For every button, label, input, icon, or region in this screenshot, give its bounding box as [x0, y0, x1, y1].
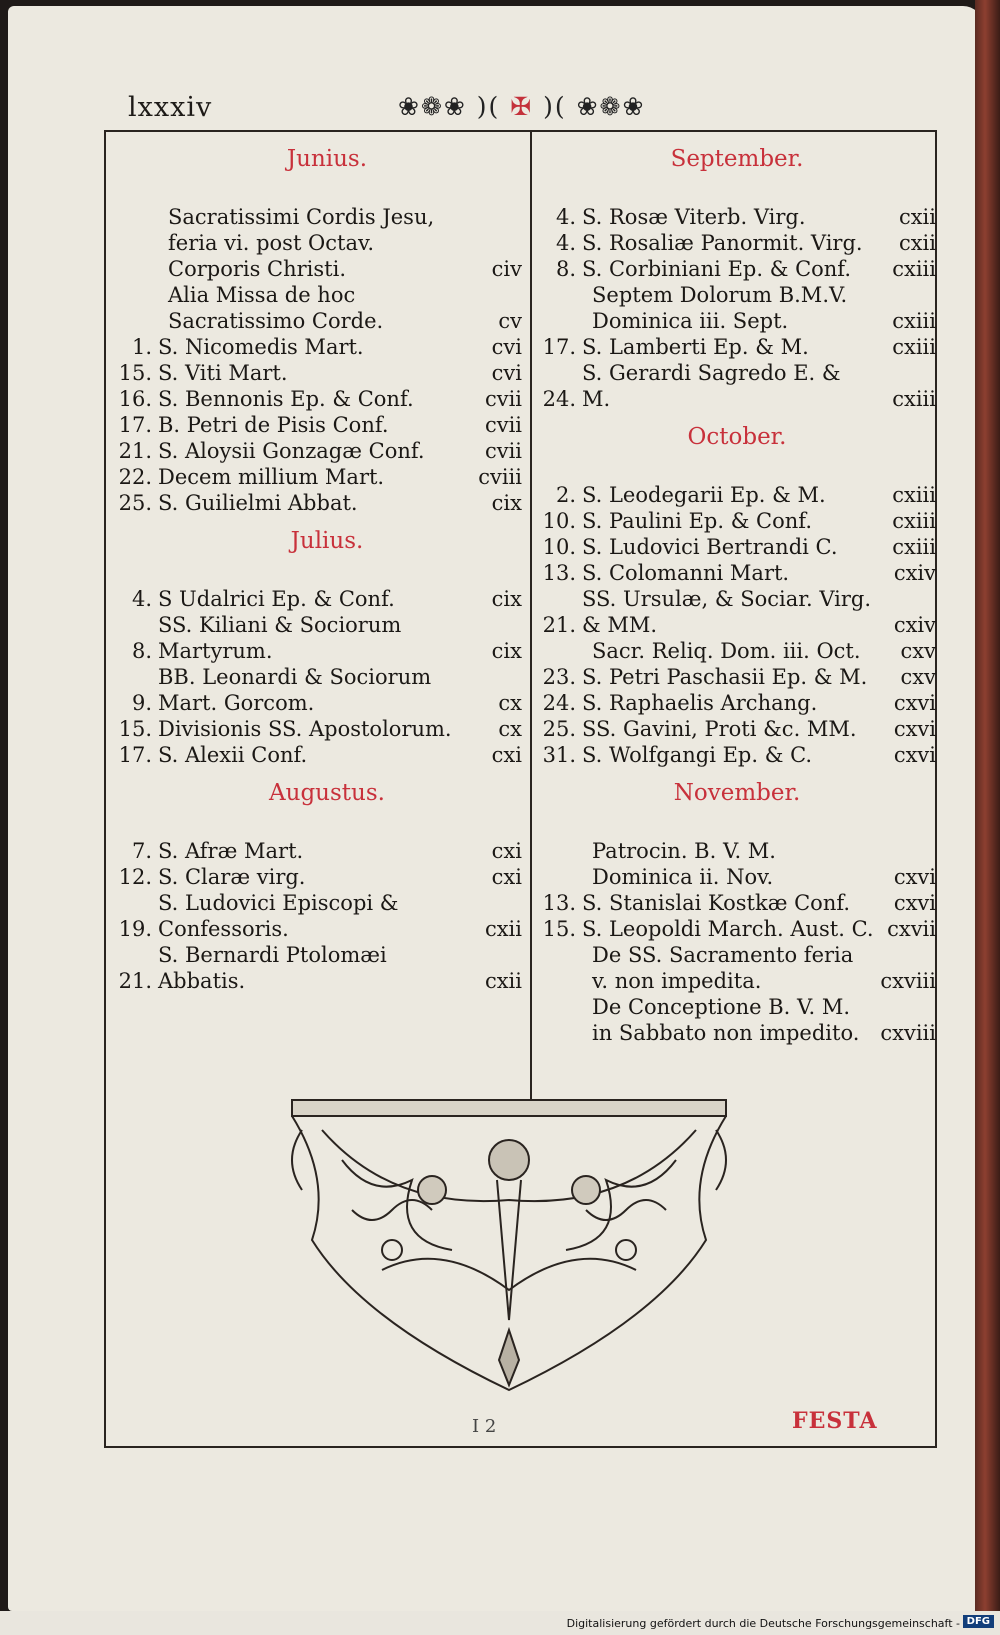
entry-day: 17.	[118, 413, 152, 437]
calendar-entry	[538, 664, 936, 690]
calendar-entry	[114, 612, 522, 664]
month-heading-augustus: Augustus.	[269, 780, 385, 806]
footer-credit: Digitalisierung gefördert durch die Deutsche Forschungsgemeinschaft -	[566, 1617, 960, 1630]
entry-text: S. Aloysii Gonzagæ Conf.	[158, 439, 425, 463]
entry-page-ref: cxii	[484, 969, 522, 993]
entry-text: Patrocin. B. V. M. Dominica ii. Nov.	[592, 839, 776, 889]
ornament-right: )( ❀❁❀	[543, 92, 646, 121]
entry-day: 17.	[118, 743, 152, 767]
entry-text: S. Stanislai Kostkæ Conf.	[582, 891, 851, 915]
entry-text: S. Colomanni Mart.	[582, 561, 790, 585]
entry-page-ref: cxvi	[893, 691, 936, 715]
calendar-entry	[114, 204, 522, 282]
entry-page-ref: cxvi	[893, 865, 936, 889]
month-heading-julius: Julius.	[290, 528, 364, 554]
entry-list-november	[538, 838, 936, 1046]
entry-day: 4.	[555, 231, 576, 255]
calendar-entry	[538, 508, 936, 534]
entry-text: S. Corbiniani Ep. & Conf.	[582, 257, 852, 281]
entry-page-ref: cxi	[491, 865, 522, 889]
calendar-entry	[538, 560, 936, 586]
calendar-entry	[538, 994, 936, 1046]
entry-text: S. Afræ Mart.	[158, 839, 304, 863]
calendar-entry	[538, 838, 936, 890]
entry-text: Sacr. Reliq. Dom. iii. Oct.	[592, 639, 861, 663]
entry-day: 15.	[118, 361, 152, 385]
entry-text: Decem millium Mart.	[158, 465, 385, 489]
entry-text: S. Leopoldi March. Aust. C.	[582, 917, 874, 941]
calendar-entry	[114, 742, 522, 768]
entry-list-october	[538, 482, 936, 768]
entry-page-ref: cxvi	[893, 891, 936, 915]
entry-text: S. Ludovici Episcopi & Confessoris.	[158, 891, 399, 941]
entry-page-ref: civ	[491, 257, 522, 281]
calendar-entry	[538, 716, 936, 742]
entry-page-ref: cvii	[484, 387, 522, 411]
entry-text: S. Wolfgangi Ep. & C.	[582, 743, 813, 767]
entry-text: S. Petri Paschasii Ep. & M.	[582, 665, 868, 689]
entry-text: S. Rosaliæ Panormit. Virg.	[582, 231, 863, 255]
entry-page-ref: cv	[498, 309, 522, 333]
entry-page-ref: cxiii	[892, 483, 936, 507]
entry-page-ref: cxi	[491, 743, 522, 767]
entry-day: 31.	[542, 743, 576, 767]
calendar-entry	[114, 464, 522, 490]
entry-day: 8.	[555, 257, 576, 281]
header-ornament	[398, 92, 645, 121]
entry-list-augustus	[114, 838, 522, 994]
column-divider	[530, 132, 532, 1100]
entry-day: 1.	[131, 335, 152, 359]
entry-page-ref: cxii	[898, 205, 936, 229]
calendar-entry	[538, 942, 936, 994]
entry-page-ref: cxiii	[892, 535, 936, 559]
month-heading-september: September.	[670, 146, 804, 172]
entry-day: 22.	[118, 465, 152, 489]
calendar-entry	[114, 864, 522, 890]
entry-text: S. Lamberti Ep. & M.	[582, 335, 809, 359]
entry-page-ref: cxii	[898, 231, 936, 255]
calendar-entry	[114, 490, 522, 516]
entry-day: 16.	[118, 387, 152, 411]
calendar-entry	[538, 586, 936, 638]
entry-page-ref: cxi	[491, 839, 522, 863]
entry-page-ref: cviii	[478, 465, 522, 489]
entry-day: 19.	[118, 917, 152, 941]
entry-day: 10.	[542, 535, 576, 559]
entry-text: S. Alexii Conf.	[158, 743, 308, 767]
entry-day: 7.	[131, 839, 152, 863]
calendar-entry	[114, 716, 522, 742]
entry-list-julius	[114, 586, 522, 768]
entry-text: S. Ludovici Bertrandi C.	[582, 535, 838, 559]
calendar-entry	[538, 334, 936, 360]
entry-page-ref: cxvi	[893, 743, 936, 767]
calendar-entry	[538, 360, 936, 412]
calendar-entry	[114, 386, 522, 412]
entry-text: De SS. Sacramento feria v. non impedita.	[592, 943, 854, 993]
entry-page-ref: cxiii	[892, 509, 936, 533]
entry-day: 25.	[118, 491, 152, 515]
entry-page-ref: cxiii	[892, 309, 936, 333]
entry-page-ref: cix	[491, 491, 522, 515]
entry-page-ref: cxiv	[893, 561, 936, 585]
right-column	[538, 134, 936, 1046]
entry-text: SS. Ursulæ, & Sociar. Virg. & MM.	[582, 587, 871, 637]
month-heading-october: October.	[687, 424, 787, 450]
calendar-entry	[538, 916, 936, 942]
ornamental-vignette	[272, 1090, 746, 1398]
entry-text: BB. Leonardi & Sociorum Mart. Gorcom.	[158, 665, 432, 715]
entry-text: S. Viti Mart.	[158, 361, 288, 385]
calendar-entry	[114, 360, 522, 386]
calendar-entry	[538, 742, 936, 768]
entry-day: 21.	[118, 969, 152, 993]
calendar-entry	[538, 890, 936, 916]
calendar-entry	[538, 482, 936, 508]
entry-page-ref: cxiv	[893, 613, 936, 637]
entry-page-ref: cxviii	[880, 969, 936, 993]
entry-text: S. Paulini Ep. & Conf.	[582, 509, 812, 533]
calendar-entry	[114, 282, 522, 334]
entry-text: Sacratissimi Cordis Jesu, feria vi. post Octav. Corporis Christi.	[168, 205, 435, 281]
entry-page-ref: cix	[491, 639, 522, 663]
entry-text: Alia Missa de hoc Sacratissimo Corde.	[168, 283, 384, 333]
entry-list-september	[538, 204, 936, 412]
entry-page-ref: cxii	[484, 917, 522, 941]
entry-text: S. Bernardi Ptolomæi Abbatis.	[158, 943, 387, 993]
entry-text: S. Claræ virg.	[158, 865, 306, 889]
entry-day: 2.	[555, 483, 576, 507]
entry-day: 8.	[131, 639, 152, 663]
calendar-entry	[114, 838, 522, 864]
entry-page-ref: cx	[498, 717, 522, 741]
entry-text: S. Gerardi Sagredo E. & M.	[582, 361, 841, 411]
entry-text: S Udalrici Ep. & Conf.	[158, 587, 395, 611]
entry-text: Divisionis SS. Apostolorum.	[158, 717, 452, 741]
entry-page-ref: cxiii	[892, 257, 936, 281]
calendar-entry	[114, 942, 522, 994]
entry-day: 23.	[542, 665, 576, 689]
calendar-entry	[538, 534, 936, 560]
entry-page-ref: cxv	[900, 639, 936, 663]
signature-mark: I 2	[472, 1416, 497, 1437]
calendar-entry	[114, 334, 522, 360]
entry-page-ref: cxvi	[893, 717, 936, 741]
entry-day: 13.	[542, 891, 576, 915]
entry-page-ref: cxv	[900, 665, 936, 689]
calendar-entry	[114, 438, 522, 464]
calendar-entry	[114, 890, 522, 942]
entry-day: 21.	[118, 439, 152, 463]
calendar-entry	[114, 664, 522, 716]
month-heading-november: November.	[673, 780, 801, 806]
ornament-left: ❀❁❀ )(	[398, 92, 501, 121]
entry-text: S. Rosæ Viterb. Virg.	[582, 205, 806, 229]
entry-list-junius	[114, 204, 522, 516]
entry-text: SS. Kiliani & Sociorum Martyrum.	[158, 613, 402, 663]
calendar-entry	[114, 586, 522, 612]
entry-text: De Conceptione B. V. M. in Sabbato non impedito.	[592, 995, 860, 1045]
entry-page-ref: cxvii	[887, 917, 936, 941]
entry-page-ref: cxiii	[892, 335, 936, 359]
entry-day: 4.	[555, 205, 576, 229]
entry-day: 24.	[542, 387, 576, 411]
entry-page-ref: cxiii	[892, 387, 936, 411]
entry-day: 21.	[542, 613, 576, 637]
entry-text: S. Bennonis Ep. & Conf.	[158, 387, 414, 411]
month-heading-junius: Junius.	[286, 146, 368, 172]
page-number: lxxxiv	[128, 92, 213, 123]
calendar-entry	[538, 282, 936, 334]
book-binding-edge	[975, 0, 1000, 1635]
cross-icon: ✠	[510, 92, 534, 121]
entry-page-ref: cix	[491, 587, 522, 611]
calendar-entry	[538, 204, 936, 230]
entry-page-ref: cvi	[491, 335, 522, 359]
entry-text: S. Leodegarii Ep. & M.	[582, 483, 826, 507]
entry-page-ref: cvii	[484, 413, 522, 437]
entry-day: 12.	[118, 865, 152, 889]
entry-day: 17.	[542, 335, 576, 359]
entry-text: SS. Gavini, Proti &c. MM.	[582, 717, 857, 741]
calendar-entry	[114, 412, 522, 438]
calendar-entry	[538, 256, 936, 282]
calendar-entry	[538, 690, 936, 716]
entry-page-ref: cvii	[484, 439, 522, 463]
entry-text: S. Raphaelis Archang.	[582, 691, 818, 715]
entry-text: S. Guilielmi Abbat.	[158, 491, 358, 515]
entry-day: 15.	[542, 917, 576, 941]
calendar-entry	[538, 638, 936, 664]
entry-day: 13.	[542, 561, 576, 585]
entry-day: 25.	[542, 717, 576, 741]
dfg-logo: DFG	[963, 1615, 994, 1628]
entry-page-ref: cxviii	[880, 1021, 936, 1045]
entry-text: Septem Dolorum B.M.V. Dominica iii. Sept.	[592, 283, 848, 333]
entry-day: 9.	[131, 691, 152, 715]
entry-page-ref: cx	[498, 691, 522, 715]
entry-page-ref: cvi	[491, 361, 522, 385]
entry-text: S. Nicomedis Mart.	[158, 335, 364, 359]
left-column	[114, 134, 522, 994]
catchword: FESTA	[792, 1408, 878, 1434]
entry-day: 10.	[542, 509, 576, 533]
calendar-entry	[538, 230, 936, 256]
entry-day: 15.	[118, 717, 152, 741]
entry-text: B. Petri de Pisis Conf.	[158, 413, 389, 437]
entry-day: 24.	[542, 691, 576, 715]
entry-day: 4.	[131, 587, 152, 611]
